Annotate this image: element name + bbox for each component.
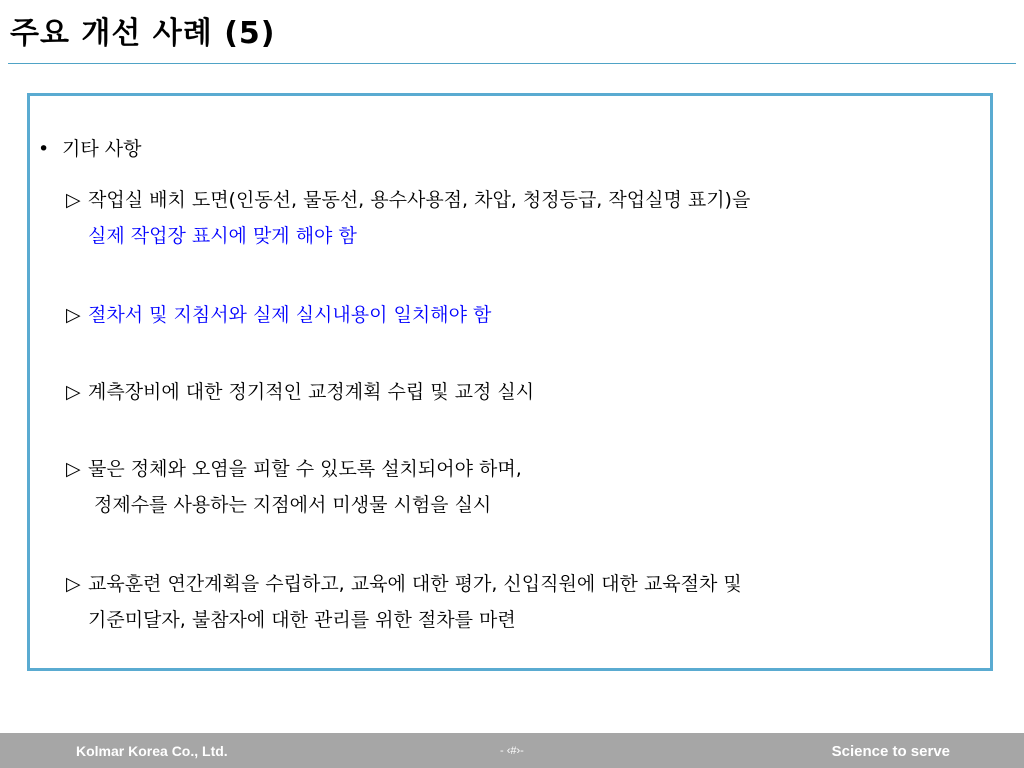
list-item [66, 182, 750, 254]
triangle-marker-icon: ▷ [66, 458, 81, 480]
page-number: - ‹#›- [500, 745, 524, 757]
slide-title: 주요 개선 사례 (5) [10, 16, 276, 51]
triangle-marker-icon: ▷ [66, 189, 81, 211]
section-heading [38, 134, 141, 161]
slogan: Science to serve [831, 743, 950, 760]
footer-bar [0, 733, 1024, 768]
item-text: 작업실 배치 도면(인동선, 물동선, 용수사용점, 차압, 청정등급, 작업실명 표기)을 [88, 189, 751, 211]
section-heading-text: 기타 사항 [62, 138, 142, 160]
list-item [66, 451, 522, 523]
item-text-highlight: 절차서 및 지침서와 실제 실시내용이 일치해야 함 [88, 304, 492, 326]
item-text: 계측장비에 대한 정기적인 교정계획 수립 및 교정 실시 [88, 381, 535, 403]
list-item [66, 374, 534, 410]
item-text-continuation: 정제수를 사용하는 지점에서 미생물 시험을 실시 [94, 494, 492, 516]
item-text-highlight: 실제 작업장 표시에 맞게 해야 함 [88, 225, 357, 247]
company-name: Kolmar Korea Co., Ltd. [76, 743, 228, 759]
item-text: 물은 정체와 오염을 피할 수 있도록 설치되어야 하며, [88, 458, 522, 480]
list-item [66, 297, 491, 333]
item-text-continuation: 기준미달자, 불참자에 대한 관리를 위한 절차를 마련 [88, 609, 516, 631]
item-text: 교육훈련 연간계획을 수립하고, 교육에 대한 평가, 신입직원에 대한 교육절차 및 [88, 573, 742, 595]
title-divider [8, 63, 1016, 64]
triangle-marker-icon: ▷ [66, 304, 81, 326]
bullet-dot: • [38, 138, 50, 160]
triangle-marker-icon: ▷ [66, 381, 81, 403]
list-item [66, 566, 742, 638]
triangle-marker-icon: ▷ [66, 573, 81, 595]
